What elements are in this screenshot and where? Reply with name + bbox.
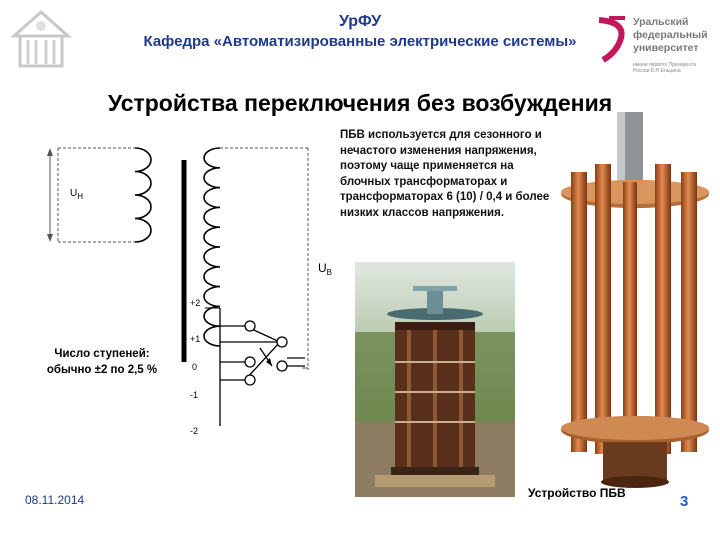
slide-title: Устройства переключения без возбуждения xyxy=(107,90,613,116)
urfu-logo xyxy=(595,12,715,78)
u-b-label: $U_В$ xyxy=(318,261,333,277)
logo-line3: университет xyxy=(633,42,699,54)
tap-changer-diagram xyxy=(40,130,340,440)
slide-date: 08.11.2014 xyxy=(25,493,85,507)
u-h-label: $U_Н$ xyxy=(70,188,84,201)
steps-line2: обычно ±2 по 2,5 % xyxy=(46,364,158,376)
logo-line2: федеральный xyxy=(633,29,708,41)
logo-subtext: имени первого Президента России Б.Н.Ельцина xyxy=(633,62,697,74)
tap-contact xyxy=(277,337,287,347)
left-logo-icon xyxy=(6,6,76,72)
tap-contact xyxy=(277,361,287,371)
tap-label: +1 xyxy=(190,334,201,344)
tap-label: -2 xyxy=(190,426,199,436)
page-number: 3 xyxy=(680,493,689,510)
steps-text xyxy=(22,346,182,378)
logo-line1: Уральский xyxy=(633,16,689,28)
steps-line1: Число ступеней: xyxy=(54,348,150,360)
tap-label: -1 xyxy=(190,390,199,400)
tap-contact xyxy=(245,321,255,331)
tap-changer-photo xyxy=(355,262,515,497)
header-title xyxy=(110,12,610,52)
header-department: Кафедра «Автоматизированные электрические системы» xyxy=(143,33,577,50)
urfu-mark-icon xyxy=(595,16,629,64)
tap-label: +2 xyxy=(190,298,201,308)
tap-label: 0 xyxy=(192,362,198,372)
photo-caption: Устройство ПБВ xyxy=(528,486,626,500)
description-text: ПБВ используется для сезонного и нечастого изменения напряжения, поэтому чаще применяется на блочных трансформаторах и трансформаторах 6 (10) / 0,4 и более низких классов напряжения. xyxy=(340,129,550,219)
tap-contact xyxy=(245,357,255,367)
tap-contact xyxy=(245,375,255,385)
device-photo xyxy=(555,112,715,500)
lv-winding xyxy=(135,148,151,242)
header-org: УрФУ xyxy=(338,13,382,30)
hv-winding xyxy=(204,148,220,346)
